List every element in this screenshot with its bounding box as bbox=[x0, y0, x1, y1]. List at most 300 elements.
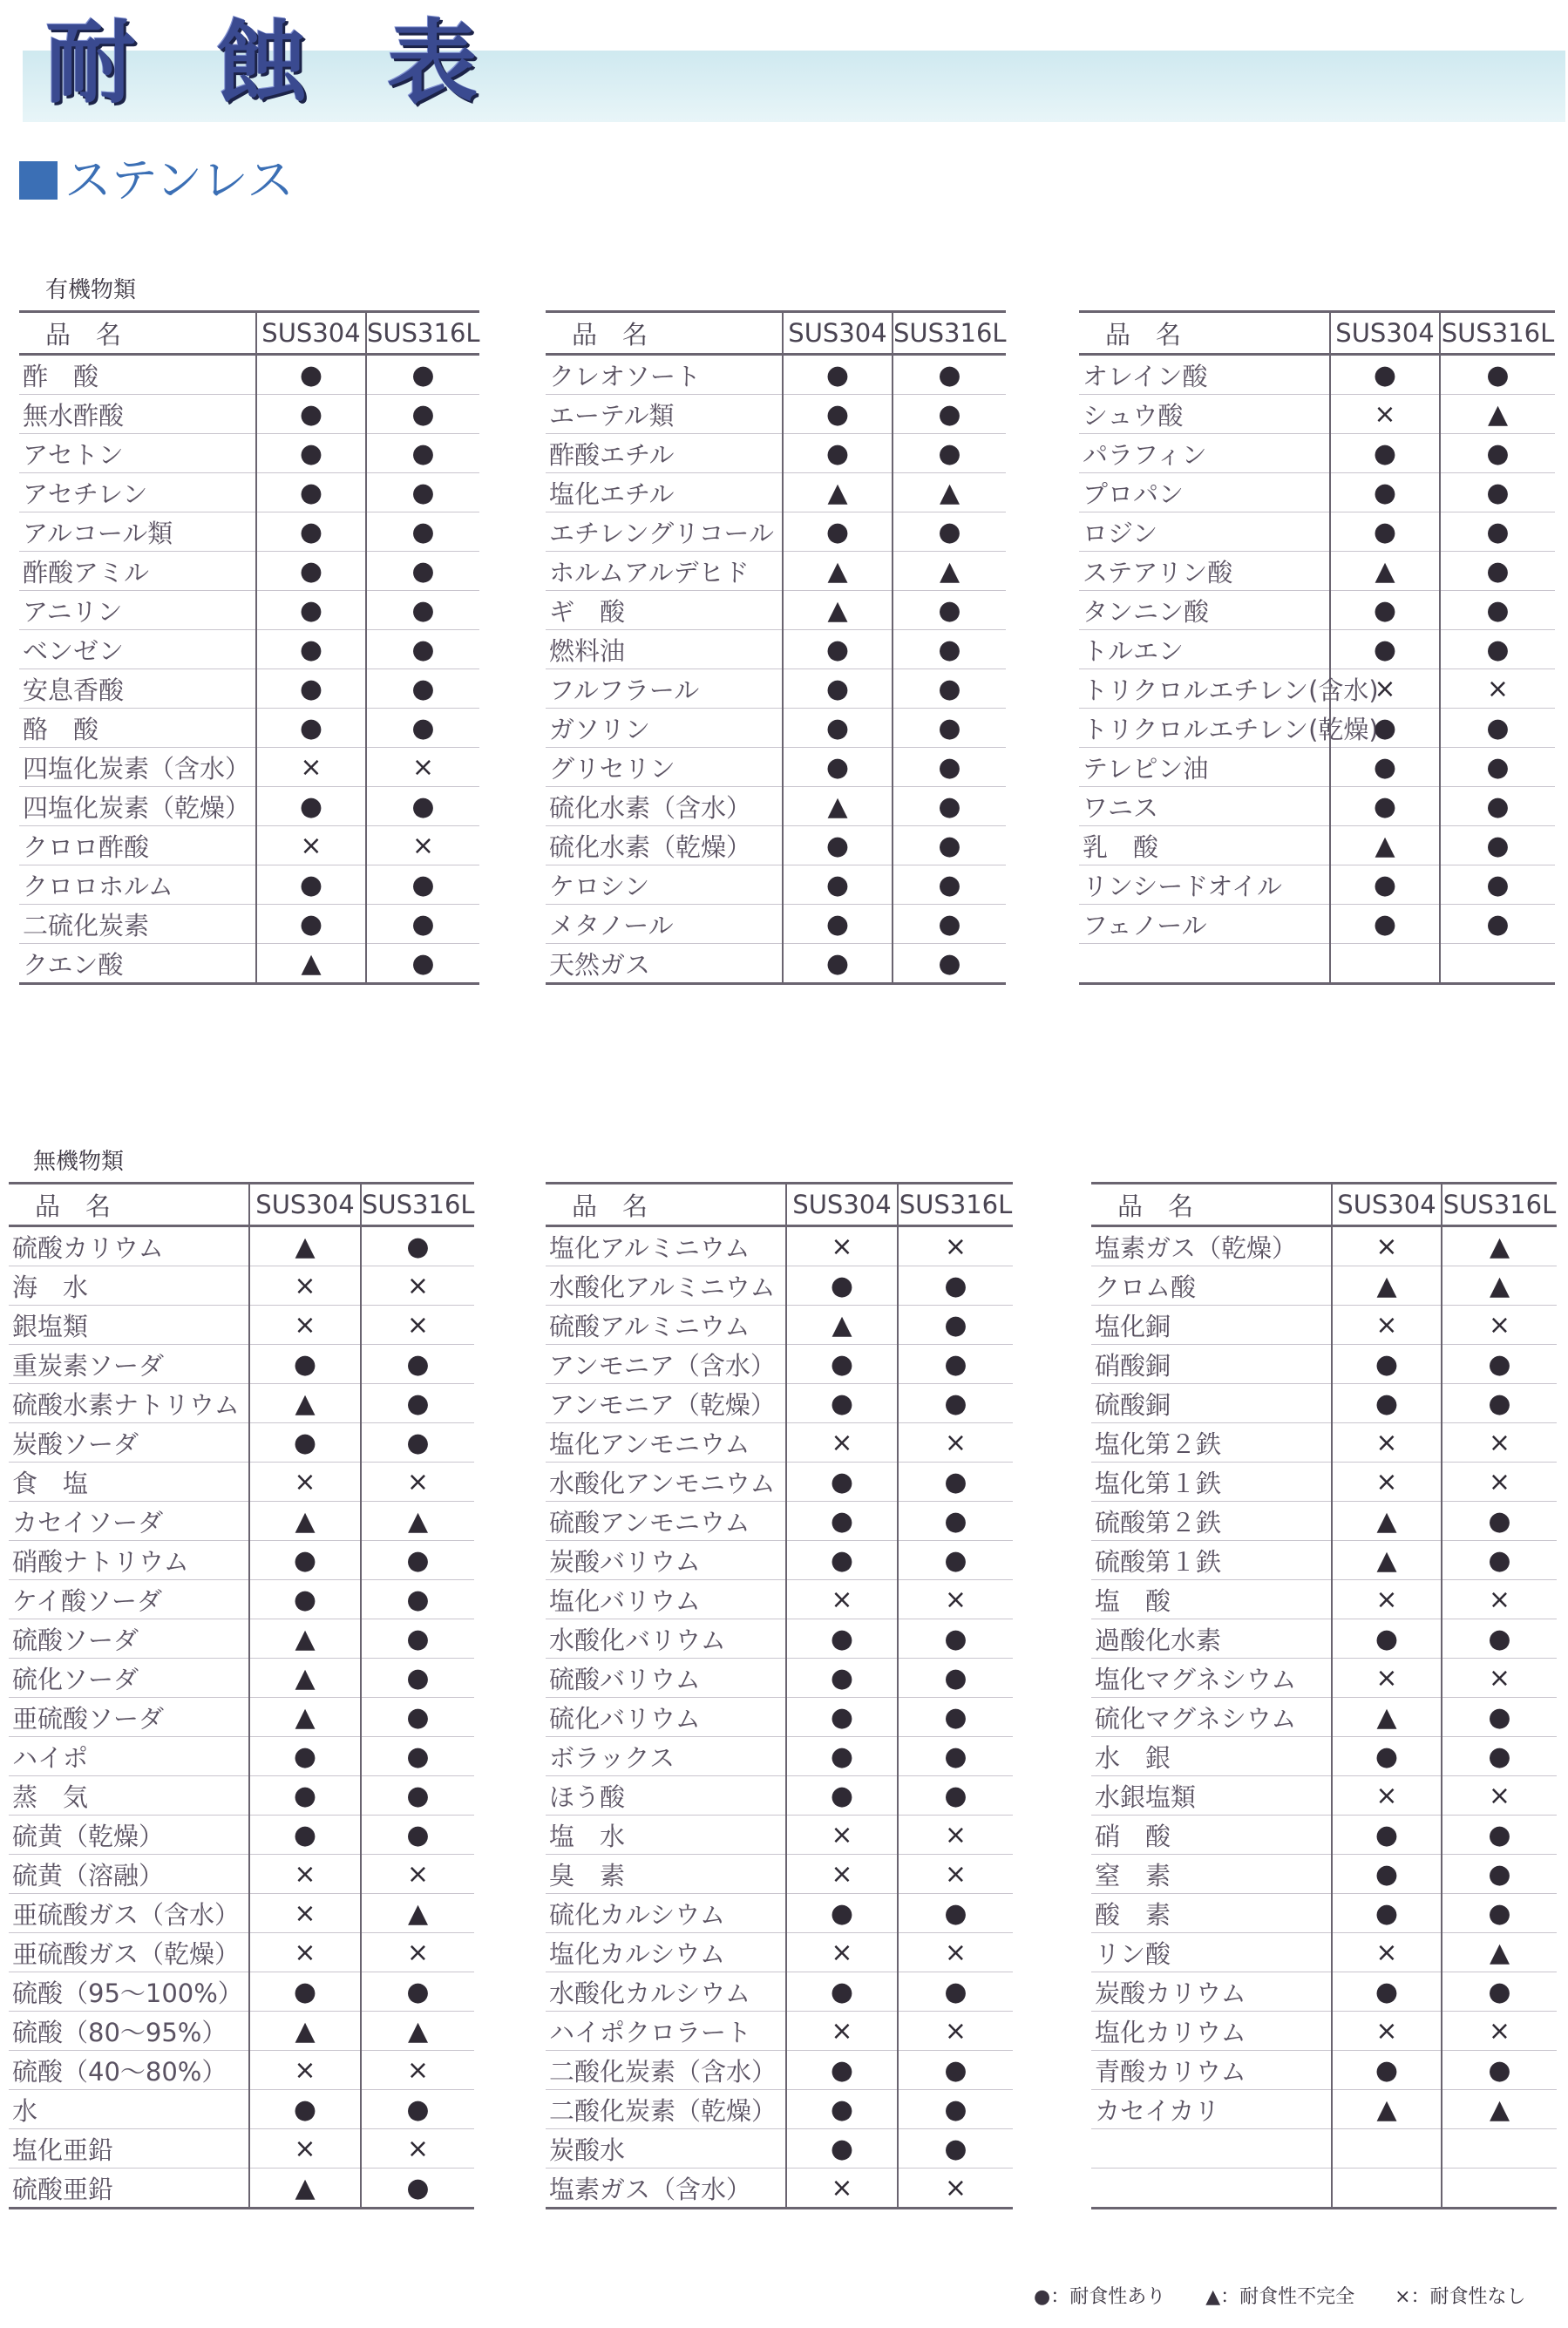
square-bullet-icon bbox=[19, 161, 58, 200]
table-row bbox=[1091, 1933, 1557, 1972]
table-row bbox=[1079, 591, 1555, 630]
sus316l-rating: × bbox=[898, 1580, 1013, 1619]
table-row bbox=[546, 1541, 1013, 1580]
legend-good: ●：耐食性あり bbox=[1034, 2286, 1166, 2308]
sus304-rating: ● bbox=[783, 630, 893, 669]
chemical-name: プロパン bbox=[1079, 473, 1330, 512]
sus304-rating: ● bbox=[1330, 512, 1440, 552]
sus304-rating: × bbox=[1332, 2012, 1442, 2051]
table-row bbox=[1079, 669, 1555, 709]
table-row bbox=[9, 1894, 474, 1933]
sus304-rating: × bbox=[1332, 1306, 1442, 1345]
chemical-name: 硫化水素（乾燥） bbox=[546, 826, 783, 865]
table-row bbox=[1079, 395, 1555, 434]
table-row bbox=[9, 1737, 474, 1776]
sus304-rating: ▲ bbox=[1332, 1502, 1442, 1541]
sus304-rating: × bbox=[786, 1580, 898, 1619]
sus316l-rating: ● bbox=[893, 669, 1006, 709]
sus304-rating: ▲ bbox=[1332, 1698, 1442, 1737]
sus316l-rating: ● bbox=[1440, 865, 1555, 905]
sus304-rating: ● bbox=[783, 395, 893, 434]
table-row bbox=[19, 944, 479, 984]
sus304-rating: ● bbox=[1330, 355, 1440, 395]
sus316l-rating: ● bbox=[898, 1737, 1013, 1776]
chemical-name: 硝酸銅 bbox=[1091, 1345, 1332, 1384]
sus304-rating: ● bbox=[256, 787, 366, 826]
sus304-rating: ● bbox=[256, 434, 366, 473]
table-row bbox=[1091, 2169, 1557, 2209]
sus304-rating: ▲ bbox=[249, 1502, 361, 1541]
table-row bbox=[19, 787, 479, 826]
column-header-sus316l: SUS316L bbox=[1440, 312, 1555, 355]
table-row bbox=[1091, 1816, 1557, 1855]
column-header-sus304: SUS304 bbox=[786, 1184, 898, 1226]
chemical-name: 塩化アルミニウム bbox=[546, 1226, 786, 1266]
chemical-name: アニリン bbox=[19, 591, 256, 630]
sus304-rating: ● bbox=[249, 2090, 361, 2129]
table-row bbox=[1091, 1345, 1557, 1384]
chemical-name: 酪 酸 bbox=[19, 709, 256, 748]
table-row bbox=[546, 1580, 1013, 1619]
chemical-name: 塩 水 bbox=[546, 1816, 786, 1855]
table-row bbox=[546, 944, 1006, 984]
sus316l-rating: × bbox=[898, 1816, 1013, 1855]
sus316l-rating: × bbox=[1442, 1423, 1557, 1463]
table-row bbox=[546, 669, 1006, 709]
table-row bbox=[9, 2169, 474, 2209]
category-label-organic: 有機物類 bbox=[45, 277, 137, 303]
sus316l-rating: × bbox=[1442, 1306, 1557, 1345]
sus304-rating: ● bbox=[786, 2051, 898, 2090]
chemical-name: 四塩化炭素（乾燥） bbox=[19, 787, 256, 826]
sus304-rating: ▲ bbox=[1330, 826, 1440, 865]
sus304-rating bbox=[1332, 2169, 1442, 2209]
column-header-name: 品 名 bbox=[546, 1184, 786, 1226]
sus304-rating: ● bbox=[786, 1345, 898, 1384]
sus316l-rating: ● bbox=[898, 1502, 1013, 1541]
sus304-rating: ▲ bbox=[249, 1659, 361, 1698]
chemical-name: 塩化エチル bbox=[546, 473, 783, 512]
chemical-name: 塩化カルシウム bbox=[546, 1933, 786, 1972]
table-row bbox=[19, 512, 479, 552]
chemical-name: ハイポ bbox=[9, 1737, 249, 1776]
chemical-name: 水酸化カルシウム bbox=[546, 1972, 786, 2012]
table-row bbox=[546, 1619, 1013, 1659]
sus304-rating: ▲ bbox=[783, 591, 893, 630]
table-row bbox=[1091, 1972, 1557, 2012]
chemical-name: 硫酸アンモニウム bbox=[546, 1502, 786, 1541]
sus316l-rating: ▲ bbox=[1442, 2090, 1557, 2129]
chemical-name: アセトン bbox=[19, 434, 256, 473]
sus304-rating: ● bbox=[249, 1776, 361, 1816]
corrosion-table-inorganic-3 bbox=[1091, 1182, 1557, 2209]
sus304-rating: ● bbox=[256, 669, 366, 709]
table-row bbox=[9, 1384, 474, 1423]
sus316l-rating: ● bbox=[366, 552, 479, 591]
sus304-rating: × bbox=[786, 1855, 898, 1894]
sus316l-rating: ▲ bbox=[1440, 395, 1555, 434]
table-row bbox=[546, 1737, 1013, 1776]
chemical-name: オレイン酸 bbox=[1079, 355, 1330, 395]
sus316l-rating: ● bbox=[361, 1345, 474, 1384]
table-row bbox=[1079, 355, 1555, 395]
table-row bbox=[9, 1855, 474, 1894]
chemical-name: 炭酸ソーダ bbox=[9, 1423, 249, 1463]
table-row bbox=[1091, 1502, 1557, 1541]
chemical-name: クロロ酢酸 bbox=[19, 826, 256, 865]
column-header-sus304: SUS304 bbox=[249, 1184, 361, 1226]
sus316l-rating: ● bbox=[893, 709, 1006, 748]
chemical-name: 水 銀 bbox=[1091, 1737, 1332, 1776]
sus316l-rating: ● bbox=[361, 1698, 474, 1737]
sus316l-rating: ● bbox=[898, 1776, 1013, 1816]
table-row bbox=[1079, 748, 1555, 787]
sus316l-rating: ● bbox=[893, 787, 1006, 826]
sus316l-rating: ● bbox=[1442, 1384, 1557, 1423]
sus316l-rating: ● bbox=[366, 512, 479, 552]
table-row bbox=[9, 1266, 474, 1306]
sus316l-rating: ● bbox=[893, 434, 1006, 473]
chemical-name: 塩素ガス（含水） bbox=[546, 2169, 786, 2209]
table-row bbox=[19, 552, 479, 591]
column-header-name: 品 名 bbox=[19, 312, 256, 355]
sus316l-rating: × bbox=[361, 1266, 474, 1306]
table-row bbox=[9, 1345, 474, 1384]
chemical-name: メタノール bbox=[546, 905, 783, 944]
sus304-rating: ● bbox=[786, 1266, 898, 1306]
sus316l-rating bbox=[1442, 2169, 1557, 2209]
sus304-rating: ● bbox=[249, 1423, 361, 1463]
title-char: 蝕 bbox=[216, 9, 308, 116]
sus304-rating: × bbox=[786, 1933, 898, 1972]
sus304-rating: ● bbox=[256, 630, 366, 669]
sus316l-rating: ● bbox=[898, 1306, 1013, 1345]
chemical-name: 二酸化炭素（含水） bbox=[546, 2051, 786, 2090]
sus316l-rating: ● bbox=[361, 1423, 474, 1463]
chemical-name: グリセリン bbox=[546, 748, 783, 787]
table-row bbox=[1091, 1619, 1557, 1659]
sus304-rating: ● bbox=[786, 1463, 898, 1502]
sus304-rating: ● bbox=[1332, 1894, 1442, 1933]
sus316l-rating: ▲ bbox=[893, 473, 1006, 512]
table-row bbox=[19, 826, 479, 865]
chemical-name: カセイカリ bbox=[1091, 2090, 1332, 2129]
table-row bbox=[546, 1894, 1013, 1933]
sus316l-rating: ● bbox=[366, 355, 479, 395]
chemical-name: カセイソーダ bbox=[9, 1502, 249, 1541]
table-row bbox=[1091, 2129, 1557, 2169]
sus316l-rating: × bbox=[1442, 2012, 1557, 2051]
table-row bbox=[9, 1463, 474, 1502]
column-header-sus316l: SUS316L bbox=[366, 312, 479, 355]
table-row bbox=[546, 355, 1006, 395]
sus316l-rating: ● bbox=[1440, 434, 1555, 473]
sus316l-rating: ● bbox=[1442, 1541, 1557, 1580]
sus316l-rating: × bbox=[361, 2051, 474, 2090]
table-row bbox=[19, 709, 479, 748]
sus304-rating: ● bbox=[1332, 1737, 1442, 1776]
sus316l-rating: ● bbox=[1440, 591, 1555, 630]
table-row bbox=[1091, 1698, 1557, 1737]
sus304-rating: ● bbox=[249, 1737, 361, 1776]
chemical-name: 硫化バリウム bbox=[546, 1698, 786, 1737]
legend-bad: ×：耐食性なし bbox=[1395, 2286, 1526, 2308]
sus304-rating: ● bbox=[783, 905, 893, 944]
sus316l-rating: ● bbox=[898, 1463, 1013, 1502]
sus304-rating: ● bbox=[783, 355, 893, 395]
sus316l-rating: ● bbox=[361, 1619, 474, 1659]
sus316l-rating: × bbox=[1442, 1463, 1557, 1502]
sus316l-rating: ● bbox=[898, 1698, 1013, 1737]
table-row bbox=[9, 1306, 474, 1345]
chemical-name: 硫酸カリウム bbox=[9, 1226, 249, 1266]
chemical-name: 乳 酸 bbox=[1079, 826, 1330, 865]
sus304-rating: × bbox=[786, 2169, 898, 2209]
sus304-rating: ● bbox=[1330, 434, 1440, 473]
sus316l-rating: ● bbox=[898, 2090, 1013, 2129]
table-row bbox=[546, 905, 1006, 944]
table-row bbox=[9, 1933, 474, 1972]
table-row bbox=[19, 748, 479, 787]
table-row bbox=[9, 1776, 474, 1816]
chemical-name: 硫酸第２鉄 bbox=[1091, 1502, 1332, 1541]
title-char: 表 bbox=[387, 9, 479, 116]
sus316l-rating: ▲ bbox=[361, 1894, 474, 1933]
sus316l-rating: ● bbox=[1442, 1855, 1557, 1894]
sus316l-rating: ● bbox=[893, 905, 1006, 944]
chemical-name: ロジン bbox=[1079, 512, 1330, 552]
chemical-name: アルコール類 bbox=[19, 512, 256, 552]
table-row bbox=[9, 2090, 474, 2129]
chemical-name: フェノール bbox=[1079, 905, 1330, 944]
chemical-name: 亜硫酸ガス（乾燥） bbox=[9, 1933, 249, 1972]
chemical-name: 青酸カリウム bbox=[1091, 2051, 1332, 2090]
column-header-sus304: SUS304 bbox=[1332, 1184, 1442, 1226]
sus304-rating: ● bbox=[1332, 1855, 1442, 1894]
sus316l-rating: ● bbox=[893, 395, 1006, 434]
sus304-rating: ● bbox=[783, 434, 893, 473]
table-row bbox=[19, 630, 479, 669]
sus304-rating: ● bbox=[256, 355, 366, 395]
chemical-name: 硫酸アルミニウム bbox=[546, 1306, 786, 1345]
table-row bbox=[546, 473, 1006, 512]
table-row bbox=[1091, 2090, 1557, 2129]
sus316l-rating: × bbox=[898, 1933, 1013, 1972]
table-row bbox=[1091, 1659, 1557, 1698]
sus316l-rating: ● bbox=[898, 1345, 1013, 1384]
sus316l-rating: ● bbox=[361, 1580, 474, 1619]
table-row bbox=[9, 2129, 474, 2169]
sus304-rating bbox=[1330, 944, 1440, 984]
sus316l-rating: ▲ bbox=[1442, 1226, 1557, 1266]
sus316l-rating: ▲ bbox=[1442, 1266, 1557, 1306]
chemical-name bbox=[1079, 944, 1330, 984]
table-row bbox=[546, 1226, 1013, 1266]
sus304-rating: ● bbox=[256, 473, 366, 512]
sus316l-rating: ● bbox=[1440, 473, 1555, 512]
table-row bbox=[546, 1502, 1013, 1541]
sus304-rating: ▲ bbox=[249, 2169, 361, 2209]
section-heading-text: ステンレス bbox=[64, 153, 295, 207]
chemical-name: 塩化第１鉄 bbox=[1091, 1463, 1332, 1502]
sus304-rating: ● bbox=[1330, 865, 1440, 905]
corrosion-table-organic-2 bbox=[546, 310, 1006, 985]
chemical-name: 酸 素 bbox=[1091, 1894, 1332, 1933]
table-row bbox=[546, 2090, 1013, 2129]
sus316l-rating: ▲ bbox=[361, 2012, 474, 2051]
sus316l-rating: ● bbox=[1442, 1698, 1557, 1737]
chemical-name: 硫酸銅 bbox=[1091, 1384, 1332, 1423]
sus304-rating: × bbox=[1332, 1463, 1442, 1502]
sus304-rating: ● bbox=[1330, 473, 1440, 512]
sus304-rating: ● bbox=[1332, 1384, 1442, 1423]
legend-partial: ▲：耐食性不完全 bbox=[1205, 2286, 1355, 2308]
chemical-name: クロム酸 bbox=[1091, 1266, 1332, 1306]
chemical-name: 硫化水素（含水） bbox=[546, 787, 783, 826]
column-header-sus304: SUS304 bbox=[783, 312, 893, 355]
table-row bbox=[546, 787, 1006, 826]
chemical-name: 銀塩類 bbox=[9, 1306, 249, 1345]
chemical-name: 硝 酸 bbox=[1091, 1816, 1332, 1855]
table-row bbox=[1091, 1737, 1557, 1776]
sus316l-rating: ● bbox=[893, 512, 1006, 552]
sus304-rating: × bbox=[249, 1894, 361, 1933]
sus316l-rating: ▲ bbox=[1442, 1933, 1557, 1972]
table-row bbox=[9, 1619, 474, 1659]
chemical-name: クエン酸 bbox=[19, 944, 256, 984]
sus316l-rating: ● bbox=[1442, 2051, 1557, 2090]
sus304-rating: ● bbox=[786, 1776, 898, 1816]
table-row bbox=[546, 1816, 1013, 1855]
table-row bbox=[546, 1266, 1013, 1306]
sus304-rating: × bbox=[1330, 395, 1440, 434]
sus316l-rating: ● bbox=[1442, 1894, 1557, 1933]
table-row bbox=[19, 395, 479, 434]
sus304-rating: ▲ bbox=[783, 787, 893, 826]
chemical-name: ガソリン bbox=[546, 709, 783, 748]
sus316l-rating: ● bbox=[893, 748, 1006, 787]
column-header-name: 品 名 bbox=[1091, 1184, 1332, 1226]
sus316l-rating: × bbox=[1442, 1580, 1557, 1619]
sus304-rating: ● bbox=[786, 1384, 898, 1423]
sus316l-rating: ● bbox=[1442, 1816, 1557, 1855]
sus304-rating: ● bbox=[256, 552, 366, 591]
sus304-rating: ▲ bbox=[1332, 1266, 1442, 1306]
sus304-rating: ● bbox=[786, 1619, 898, 1659]
sus304-rating: ● bbox=[783, 709, 893, 748]
sus304-rating: × bbox=[1332, 1226, 1442, 1266]
chemical-name: 炭酸カリウム bbox=[1091, 1972, 1332, 2012]
sus304-rating: ● bbox=[1332, 2051, 1442, 2090]
corrosion-table-inorganic-2 bbox=[546, 1182, 1013, 2209]
chemical-name: 硫黄（溶融） bbox=[9, 1855, 249, 1894]
sus304-rating: ● bbox=[1330, 748, 1440, 787]
sus304-rating: ● bbox=[256, 865, 366, 905]
chemical-name: 海 水 bbox=[9, 1266, 249, 1306]
sus304-rating: × bbox=[786, 2012, 898, 2051]
table-row bbox=[1091, 1266, 1557, 1306]
sus304-rating: × bbox=[249, 1463, 361, 1502]
sus316l-rating: ● bbox=[366, 865, 479, 905]
sus304-rating: ● bbox=[786, 1698, 898, 1737]
chemical-name: 二酸化炭素（乾燥） bbox=[546, 2090, 786, 2129]
sus316l-rating: ● bbox=[1440, 552, 1555, 591]
chemical-name: 四塩化炭素（含水） bbox=[19, 748, 256, 787]
sus304-rating: ● bbox=[786, 2129, 898, 2169]
sus316l-rating: × bbox=[898, 1226, 1013, 1266]
chemical-name: 水 bbox=[9, 2090, 249, 2129]
sus316l-rating: × bbox=[898, 2012, 1013, 2051]
sus304-rating: ▲ bbox=[783, 473, 893, 512]
sus304-rating: × bbox=[249, 2129, 361, 2169]
sus304-rating: ● bbox=[249, 1345, 361, 1384]
sus316l-rating: ● bbox=[1442, 1502, 1557, 1541]
table-row bbox=[9, 1423, 474, 1463]
sus316l-rating: ● bbox=[1440, 748, 1555, 787]
sus316l-rating: ● bbox=[893, 944, 1006, 984]
table-row bbox=[1079, 905, 1555, 944]
table-row bbox=[546, 2051, 1013, 2090]
table-row bbox=[19, 434, 479, 473]
sus316l-rating: ● bbox=[361, 1659, 474, 1698]
sus304-rating bbox=[1332, 2129, 1442, 2169]
legend bbox=[1034, 2282, 1526, 2309]
table-row bbox=[1079, 826, 1555, 865]
sus316l-rating: ● bbox=[366, 473, 479, 512]
chemical-name: 窒 素 bbox=[1091, 1855, 1332, 1894]
sus316l-rating: × bbox=[898, 1855, 1013, 1894]
chemical-name: 酢酸アミル bbox=[19, 552, 256, 591]
chemical-name: フルフラール bbox=[546, 669, 783, 709]
chemical-name: クロロホルム bbox=[19, 865, 256, 905]
table-row bbox=[1079, 944, 1555, 984]
sus304-rating: ● bbox=[1332, 1619, 1442, 1659]
chemical-name: 二硫化炭素 bbox=[19, 905, 256, 944]
sus304-rating: ▲ bbox=[249, 1384, 361, 1423]
table-row bbox=[1079, 552, 1555, 591]
table-row bbox=[1091, 1776, 1557, 1816]
sus316l-rating: ● bbox=[361, 1541, 474, 1580]
sus304-rating: ● bbox=[786, 1972, 898, 2012]
sus304-rating: × bbox=[1332, 1659, 1442, 1698]
chemical-name: 水銀塩類 bbox=[1091, 1776, 1332, 1816]
sus304-rating: × bbox=[786, 1226, 898, 1266]
sus304-rating: ● bbox=[249, 1541, 361, 1580]
sus304-rating: ● bbox=[1330, 905, 1440, 944]
chemical-name: シュウ酸 bbox=[1079, 395, 1330, 434]
chemical-name: トルエン bbox=[1079, 630, 1330, 669]
chemical-name: リンシードオイル bbox=[1079, 865, 1330, 905]
section-heading bbox=[19, 150, 294, 211]
sus316l-rating: ● bbox=[893, 355, 1006, 395]
sus316l-rating: ● bbox=[893, 865, 1006, 905]
sus316l-rating: ● bbox=[361, 1816, 474, 1855]
chemical-name: 塩化第２鉄 bbox=[1091, 1423, 1332, 1463]
chemical-name: 硫化カルシウム bbox=[546, 1894, 786, 1933]
sus304-rating: × bbox=[249, 1306, 361, 1345]
sus304-rating: ● bbox=[783, 944, 893, 984]
table-row bbox=[9, 1502, 474, 1541]
sus316l-rating: ● bbox=[1440, 630, 1555, 669]
table-row bbox=[546, 1855, 1013, 1894]
sus304-rating: ▲ bbox=[1332, 2090, 1442, 2129]
chemical-name: 天然ガス bbox=[546, 944, 783, 984]
table-row bbox=[546, 2012, 1013, 2051]
sus304-rating: × bbox=[786, 1816, 898, 1855]
table-row bbox=[546, 1698, 1013, 1737]
sus316l-rating: ● bbox=[366, 591, 479, 630]
sus316l-rating: ● bbox=[898, 1619, 1013, 1659]
